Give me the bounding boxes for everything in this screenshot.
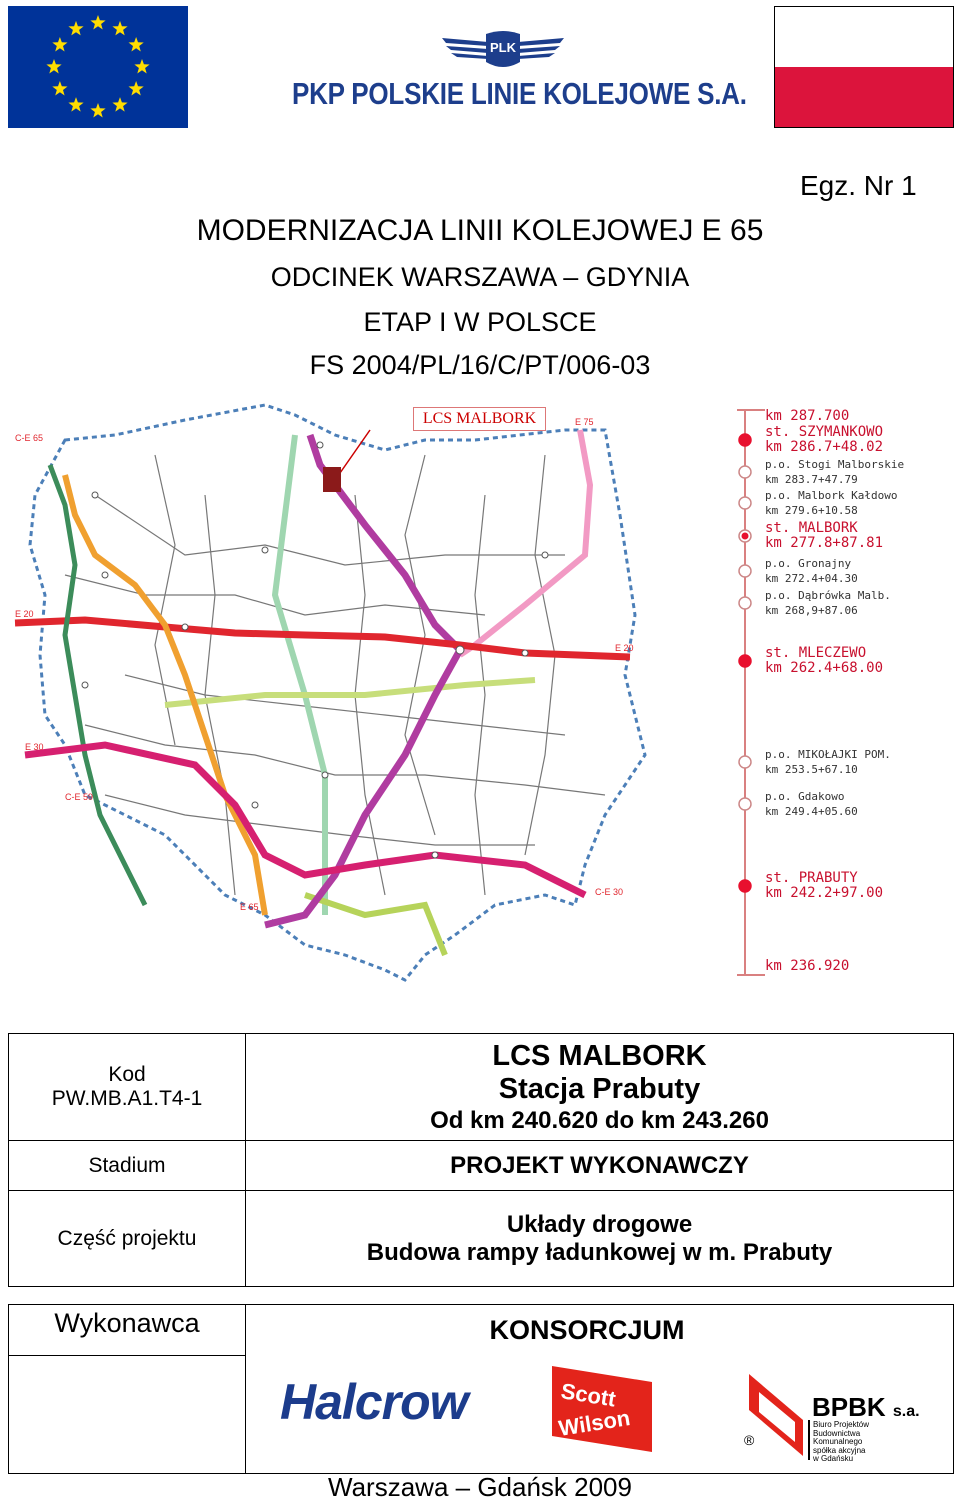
bpbk-desc-1: Biuro Projektów [813, 1420, 870, 1429]
scheme-station-km: km 286.7+48.02 [765, 439, 884, 455]
contractor-value: KONSORCJUM [489, 1315, 685, 1345]
project-title-3: Od km 240.620 do km 243.260 [430, 1106, 769, 1134]
scheme-station-marker [739, 655, 751, 667]
scheme-station-marker [739, 597, 751, 609]
line-scheme [735, 400, 955, 985]
scott-wilson-text-2: Wilson [556, 1404, 632, 1441]
malbork-marker [323, 467, 341, 492]
bpbk-sa: s.a. [892, 1403, 920, 1420]
city-year: Warszawa – Gdańsk 2009 [328, 1472, 632, 1502]
title-line-3: ETAP I W POLSCE [363, 307, 597, 337]
part-value-1: Układy drogowe [506, 1210, 693, 1238]
eu-star [52, 81, 67, 96]
scheme-station-name: p.o. Gronajny [765, 557, 852, 570]
eu-star [68, 21, 83, 36]
stadium-label: Stadium [9, 1141, 246, 1191]
eu-star [90, 103, 105, 118]
project-title-2: Stacja Prabuty [498, 1073, 701, 1106]
scheme-station-name: km 236.920 [765, 958, 850, 974]
corridor-label-e30: E 30 [25, 742, 44, 752]
scheme-station-km: km 268,9+87.06 [765, 604, 858, 617]
halcrow-logo: Halcrow [280, 1374, 468, 1430]
scheme-station-name: p.o. Dąbrówka Malb. [765, 589, 891, 602]
plk-company-name: PKP POLSKIE LINIE KOLEJOWE S.A. [292, 76, 747, 111]
scheme-station-km: km 279.6+10.58 [765, 504, 858, 517]
eu-star [134, 59, 149, 74]
bpbk-desc-5: w Gdańsku [813, 1454, 854, 1463]
corridor-label-e75: E 75 [575, 417, 594, 427]
contractor-label: Wykonawca [54, 1308, 200, 1338]
bpbk-text: BPBK [812, 1392, 886, 1422]
scheme-station-marker [739, 880, 751, 892]
scheme-station-marker-inner [742, 533, 749, 540]
scheme-station-marker [739, 756, 751, 768]
plk-logo-wings [440, 28, 566, 72]
scheme-station-marker [739, 798, 751, 810]
eu-star [112, 21, 127, 36]
scheme-station-name: st. PRABUTY [765, 870, 858, 886]
eu-star [52, 37, 67, 52]
scott-wilson-logo [548, 1362, 656, 1456]
scheme-station-name: km 287.700 [765, 408, 850, 424]
eu-star [46, 59, 61, 74]
kod-label: Kod [108, 1062, 146, 1086]
title-line-1: MODERNIZACJA LINII KOLEJOWEJ E 65 [196, 214, 764, 247]
kod-value: PW.MB.A1.T4-1 [51, 1087, 203, 1110]
eu-star [129, 81, 144, 96]
scheme-station-km: km 277.8+87.81 [765, 535, 884, 551]
project-title-cell [246, 1034, 954, 1141]
corridor-label-e20: E 20 [15, 609, 34, 619]
bpbk-desc-4: spółka akcyjna [813, 1445, 866, 1455]
scheme-station-marker [739, 497, 751, 509]
part-label: Część projektu [9, 1191, 246, 1287]
bpbk-description [813, 1421, 869, 1464]
scheme-station-name: st. MALBORK [765, 520, 858, 536]
corridor-label-ce65: C-E 65 [15, 433, 44, 443]
scheme-station-km: km 253.5+67.10 [765, 763, 858, 776]
scheme-station-marker [739, 565, 751, 577]
scheme-station-marker [739, 466, 751, 478]
eu-stars [8, 6, 188, 128]
stadium-value: PROJEKT WYKONAWCZY [246, 1141, 954, 1191]
copy-number: Egz. Nr 1 [800, 170, 917, 201]
title-line-4: FS 2004/PL/16/C/PT/006-03 [309, 350, 651, 380]
corridor-label-e20-east: E 20 [615, 643, 634, 653]
eu-star [90, 15, 105, 30]
part-value-2: Budowa rampy ładunkowej w m. Prabuty [366, 1238, 833, 1266]
map-callout-lcs-malbork: LCS MALBORK [413, 407, 546, 431]
kod-cell [9, 1034, 246, 1141]
eu-star [129, 37, 144, 52]
bpbk-desc-2: Budownictwa [813, 1428, 861, 1438]
railway-network-map [5, 395, 730, 995]
scheme-station-km: km 242.2+97.00 [765, 885, 884, 901]
project-title-1: LCS MALBORK [492, 1039, 707, 1072]
scheme-station-marker [739, 434, 751, 446]
scheme-station-name: p.o. MIKOŁAJKI POM. [765, 748, 891, 761]
scheme-station-km: km 272.4+04.30 [765, 572, 858, 585]
eu-star [68, 97, 83, 112]
scheme-station-km: km 249.4+05.60 [765, 805, 858, 818]
registered-mark: ® [744, 1432, 755, 1448]
scheme-station-km: km 283.7+47.79 [765, 473, 858, 486]
plk-logo-text: PLK [490, 40, 516, 55]
title-block-table [8, 1033, 954, 1287]
corridor-label-ce30: C-E 30 [595, 887, 624, 897]
poland-flag [774, 6, 954, 128]
scheme-station-name: p.o. Stogi Malborskie [765, 458, 905, 471]
scheme-station-name: st. MLECZEWO [765, 645, 867, 661]
scott-wilson-text-1: Scott [559, 1378, 618, 1412]
scheme-station-name: st. SZYMANKOWO [765, 424, 884, 440]
scheme-station-name: p.o. Gdakowo [765, 790, 845, 803]
scheme-station-name: p.o. Malbork Kałdowo [765, 489, 898, 502]
title-line-2: ODCINEK WARSZAWA – GDYNIA [270, 262, 690, 292]
scheme-station-km: km 262.4+68.00 [765, 660, 884, 676]
eu-flag [8, 6, 188, 128]
eu-star [112, 97, 127, 112]
part-value-cell [246, 1191, 954, 1287]
bpbk-desc-3: Komunalnego [813, 1437, 863, 1446]
corridor-label-ce59: C-E 59 [65, 792, 94, 802]
bpbk-name [812, 1392, 920, 1423]
corridor-label-e65: E 65 [240, 902, 259, 912]
